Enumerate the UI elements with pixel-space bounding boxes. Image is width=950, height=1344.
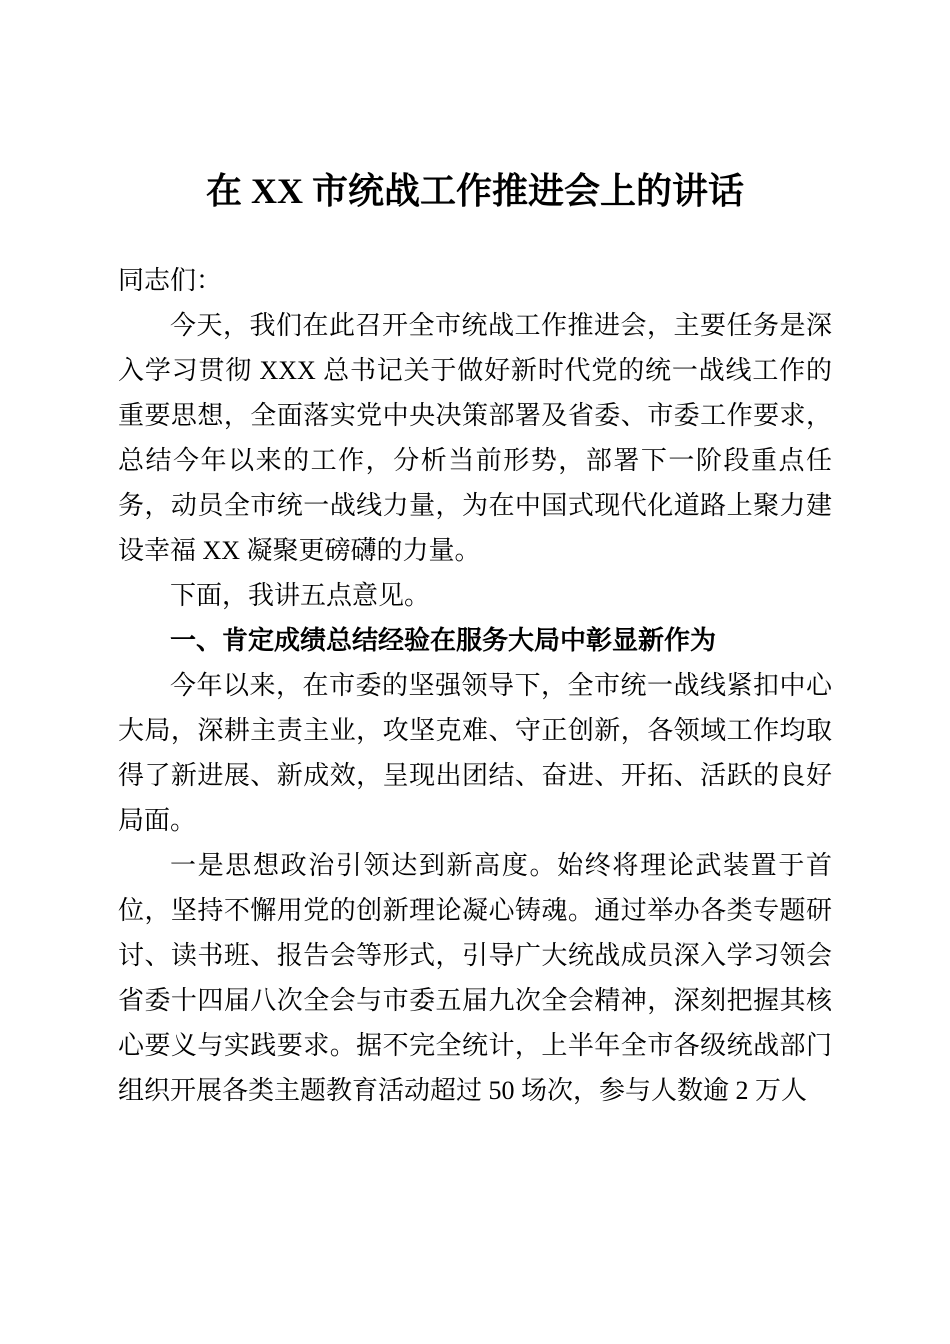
paragraph-intro: 今天，我们在此召开全市统战工作推进会，主要任务是深入学习贯彻 XXX 总书记关于做好新时代党的统一战线工作的重要思想，全面落实党中央决策部署及省委、市委工作要求，总结今年以来的工作，分析当前形势，部署下一阶段重点任务，动员全市统一战线力量，为在中国式现代化道路上聚力建设幸福 XX 凝聚更磅礴的力量。 (118, 311, 832, 565)
paragraph-point-one: 一是思想政治引领达到新高度。始终将理论武装置于首位，坚持不懈用党的创新理论凝心铸魂。通过举办各类专题研讨、读书班、报告会等形式，引导广大统战成员深入学习领会省委十四届八次全会与市委五届九次全会精神，深刻把握其核心要义与实践要求。据不完全统计，上半年全市各级统战部门组织开展各类主题教育活动超过 50 场次，参与人数逾 2 万人 (118, 851, 832, 1105)
paragraph-overview: 今年以来，在市委的坚强领导下，全市统一战线紧扣中心大局，深耕主责主业，攻坚克难、守正创新，各领域工作均取得了新进展、新成效，呈现出团结、奋进、开拓、活跃的良好局面。 (118, 671, 832, 835)
section-heading: 一、肯定成绩总结经验在服务大局中彰显新作为 (170, 626, 717, 655)
document-title: 在 XX 市统战工作推进会上的讲话 (206, 171, 744, 211)
salutation: 同志们： (118, 266, 223, 295)
paragraph-transition: 下面，我讲五点意见。 (170, 581, 431, 610)
